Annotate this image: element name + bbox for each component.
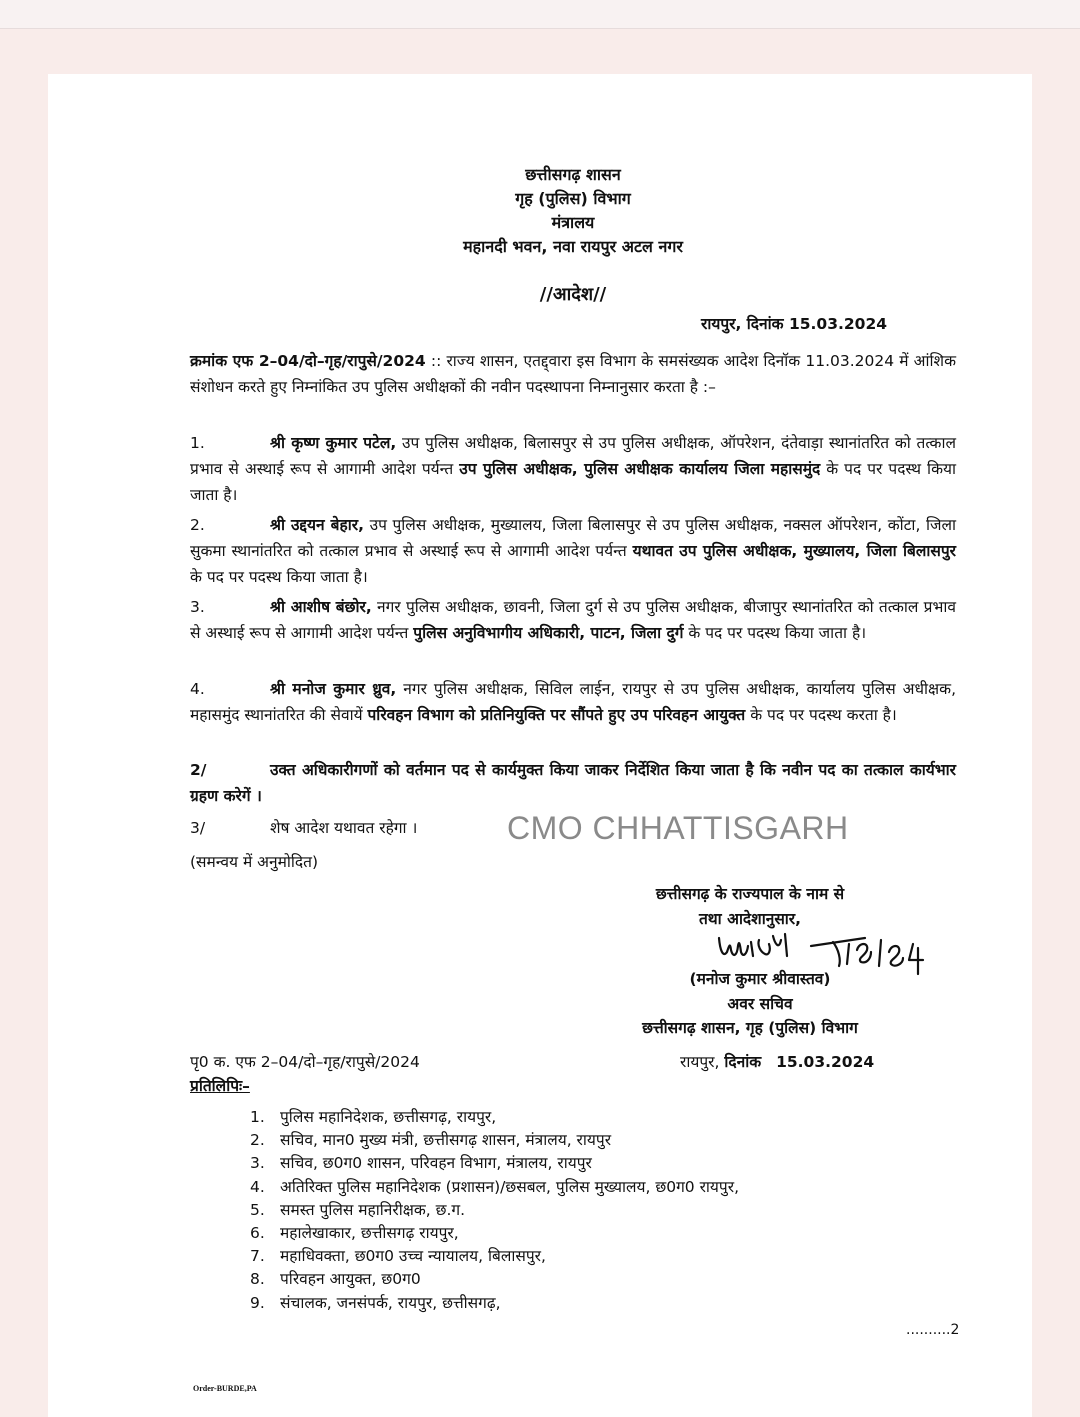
- item-text: उप पुलिस अधीक्षक, बिलासपुर से उप पुलिस अधीक्षक, ऑपरेशन, दंतेवाड़ा स्थानांतरित को तत्काल प्रभाव से अस्थाई रूप से आगामी आदेश पर्यन्त: [190, 434, 956, 478]
- copy-to-list: [250, 1106, 739, 1315]
- item-text: उप पुलिस अधीक्षक, मुख्यालय, जिला बिलासपुर से उप पुलिस अधीक्षक, नक्सल ऑपरेशन, कोंटा, जिला सुकमा स्थानांतरित को तत्काल प्रभाव से अस्थाई रूप से आगामी आदेश पर्यन्त: [190, 516, 956, 560]
- header-department: गृह (पुलिस) विभाग: [515, 189, 631, 208]
- item-text: नगर पुलिस अधीक्षक, सिविल लाईन, रायपुर से उप पुलिस अधीक्षक, कार्यालय पुलिस अधीक्षक, महासमुंद स्थानांतरित की सेवायें: [190, 680, 956, 724]
- paragraph-number: 3/: [190, 819, 206, 837]
- place-date-prefix: रायपुर, दिनांक: [701, 315, 784, 333]
- posting-item-4: [190, 676, 956, 728]
- header-address: महानदी भवन, नवा रायपुर अटल नगर: [463, 237, 683, 256]
- list-item-number: 1.: [250, 1108, 265, 1126]
- header-ministry: मंत्रालय: [551, 213, 595, 232]
- endorsement-place: रायपुर,: [680, 1053, 720, 1071]
- list-item-number: 7.: [250, 1247, 265, 1266]
- list-item: [250, 1292, 739, 1315]
- list-item: [250, 1129, 739, 1152]
- intro-paragraph: [190, 348, 956, 400]
- officer-name: श्री आशीष बंछोर,: [270, 598, 372, 616]
- order-title: //आदेश//: [539, 284, 607, 305]
- item-number: 3.: [190, 598, 205, 616]
- list-item-number: 4.: [250, 1177, 265, 1196]
- relieving-paragraph: [190, 757, 956, 809]
- list-item-text: संचालक, जनसंपर्क, रायपुर, छत्तीसगढ़,: [280, 1293, 501, 1312]
- item-text: नगर पुलिस अधीक्षक, छावनी, जिला दुर्ग से उप पुलिस अधीक्षक, बीजापुर स्थानांतरित को तत्काल प्रभाव से अस्थाई रूप से आगामी आदेश पर्यन्त: [190, 598, 956, 642]
- posting-item-2: [190, 512, 956, 590]
- endorsement-date-label: दिनांक: [724, 1053, 762, 1071]
- relieving-text: उक्त अधिकारीगणों को वर्तमान पद से कार्यमुक्त किया जाकर निर्देशित किया जाता है कि नवीन पद का तत्काल कार्यभार ग्रहण करेगें ।: [190, 761, 956, 805]
- signatory-name: (मनोज कुमार श्रीवास्तव): [689, 970, 831, 988]
- list-item: [250, 1152, 739, 1175]
- list-item-number: 8.: [250, 1270, 265, 1289]
- list-item-text: महालेखाकार, छत्तीसगढ़ रायपुर,: [280, 1224, 459, 1243]
- order-reference: क्रमांक एफ 2–04/दो–गृह/रापुसे/2024: [190, 352, 426, 370]
- list-item-text: परिवहन आयुक्त, छ0ग0: [280, 1270, 421, 1289]
- list-item: [250, 1245, 739, 1268]
- signatory-designation: अवर सचिव: [727, 995, 793, 1013]
- list-item-number: 3.: [250, 1154, 265, 1173]
- viewer-top-bar: [0, 0, 1080, 29]
- item-text-end: के पद पर पदस्थ किया जाता है।: [683, 624, 867, 642]
- list-item-text: पुलिस महानिदेशक, छत्तीसगढ़, रायपुर,: [280, 1108, 497, 1126]
- list-item-text: सचिव, छ0ग0 शासन, परिवहन विभाग, मंत्रालय, रायपुर: [280, 1154, 592, 1173]
- signatory-department: छत्तीसगढ़ शासन, गृह (पुलिस) विभाग: [642, 1019, 858, 1037]
- list-item-text: अतिरिक्त पुलिस महानिदेशक (प्रशासन)/छसबल, पुलिस मुख्यालय, छ0ग0 रायपुर,: [280, 1177, 739, 1196]
- new-post: यथावत उप पुलिस अधीक्षक, मुख्यालय, जिला बिलासपुर: [632, 542, 956, 560]
- item-number: 1.: [190, 434, 205, 452]
- item-text-end: के पद पर पदस्थ किया जाता है।: [190, 568, 368, 586]
- new-post: पुलिस अनुविभागीय अधिकारी, पाटन, जिला दुर्ग: [413, 624, 684, 642]
- list-item-number: 5.: [250, 1200, 265, 1219]
- approval-note: (समन्वय में अनुमोदित): [190, 853, 319, 871]
- posting-item-3: [190, 594, 956, 646]
- intro-text: :: राज्य शासन, एतद्द्वारा इस विभाग के समसंख्यक आदेश दिनॉक 11.03.2024 में आंशिक संशोधन करते हुए निम्नांकित उप पुलिस अधीक्षकों की नवीन पदस्थापना निम्नानुसार करता है :–: [190, 352, 956, 396]
- item-number: 2.: [190, 516, 205, 534]
- list-item-number: 6.: [250, 1224, 265, 1243]
- copy-to-heading: प्रतिलिपिः–: [190, 1077, 250, 1095]
- list-item: [250, 1106, 739, 1129]
- endorsement-date-value: 15.03.2024: [776, 1053, 875, 1071]
- item-text-end: के पद पर पदस्थ करता है।: [745, 706, 897, 724]
- list-item: [250, 1199, 739, 1222]
- signature-authority-line2: तथा आदेशानुसार,: [698, 910, 802, 928]
- header-government: छत्तीसगढ़ शासन: [525, 165, 621, 184]
- watermark: CMO CHHATTISGARH: [507, 810, 849, 846]
- list-item: [250, 1222, 739, 1245]
- place-date: [701, 312, 887, 334]
- officer-name: श्री कृष्ण कुमार पटेल,: [270, 434, 397, 452]
- officer-name: श्री उद्दयन बेहार,: [270, 516, 364, 534]
- officer-name: श्री मनोज कुमार ध्रुव,: [270, 680, 397, 698]
- list-item: [250, 1176, 739, 1199]
- list-item-text: महाधिवक्ता, छ0ग0 उच्च न्यायालय, बिलासपुर,: [280, 1247, 546, 1266]
- endorsement-reference: पृ0 क. एफ 2–04/दो–गृह/रापुसे/2024: [190, 1053, 420, 1071]
- page-continuation: ..........2: [906, 1322, 960, 1338]
- list-item-number: 9.: [250, 1293, 265, 1312]
- list-item-text: समस्त पुलिस महानिरीक्षक, छ.ग.: [280, 1200, 466, 1219]
- item-number: 4.: [190, 680, 205, 698]
- item-text-end: के पद पर पदस्थ किया जाता है।: [190, 460, 956, 504]
- remaining-order-text: शेष आदेश यथावत रहेगा ।: [270, 819, 418, 837]
- list-item-number: 2.: [250, 1131, 265, 1150]
- posting-item-1: [190, 430, 956, 508]
- place-date-value: 15.03.2024: [788, 315, 888, 333]
- footer-code: Order-BURDE,PA: [193, 1384, 257, 1393]
- endorsement-date: [680, 1050, 874, 1072]
- signature-authority-line1: छत्तीसगढ़ के राज्यपाल के नाम से: [655, 885, 845, 903]
- new-post: परिवहन विभाग को प्रतिनियुक्ति पर सौंपते हुए उप परिवहन आयुक्त: [367, 706, 746, 724]
- new-post: उप पुलिस अधीक्षक, पुलिस अधीक्षक कार्यालय जिला महासमुंद: [459, 460, 821, 478]
- list-item-text: सचिव, मान0 मुख्य मंत्री, छत्तीसगढ़ शासन, मंत्रालय, रायपुर: [280, 1131, 612, 1150]
- paragraph-number: 2/: [190, 761, 207, 779]
- list-item: [250, 1268, 739, 1291]
